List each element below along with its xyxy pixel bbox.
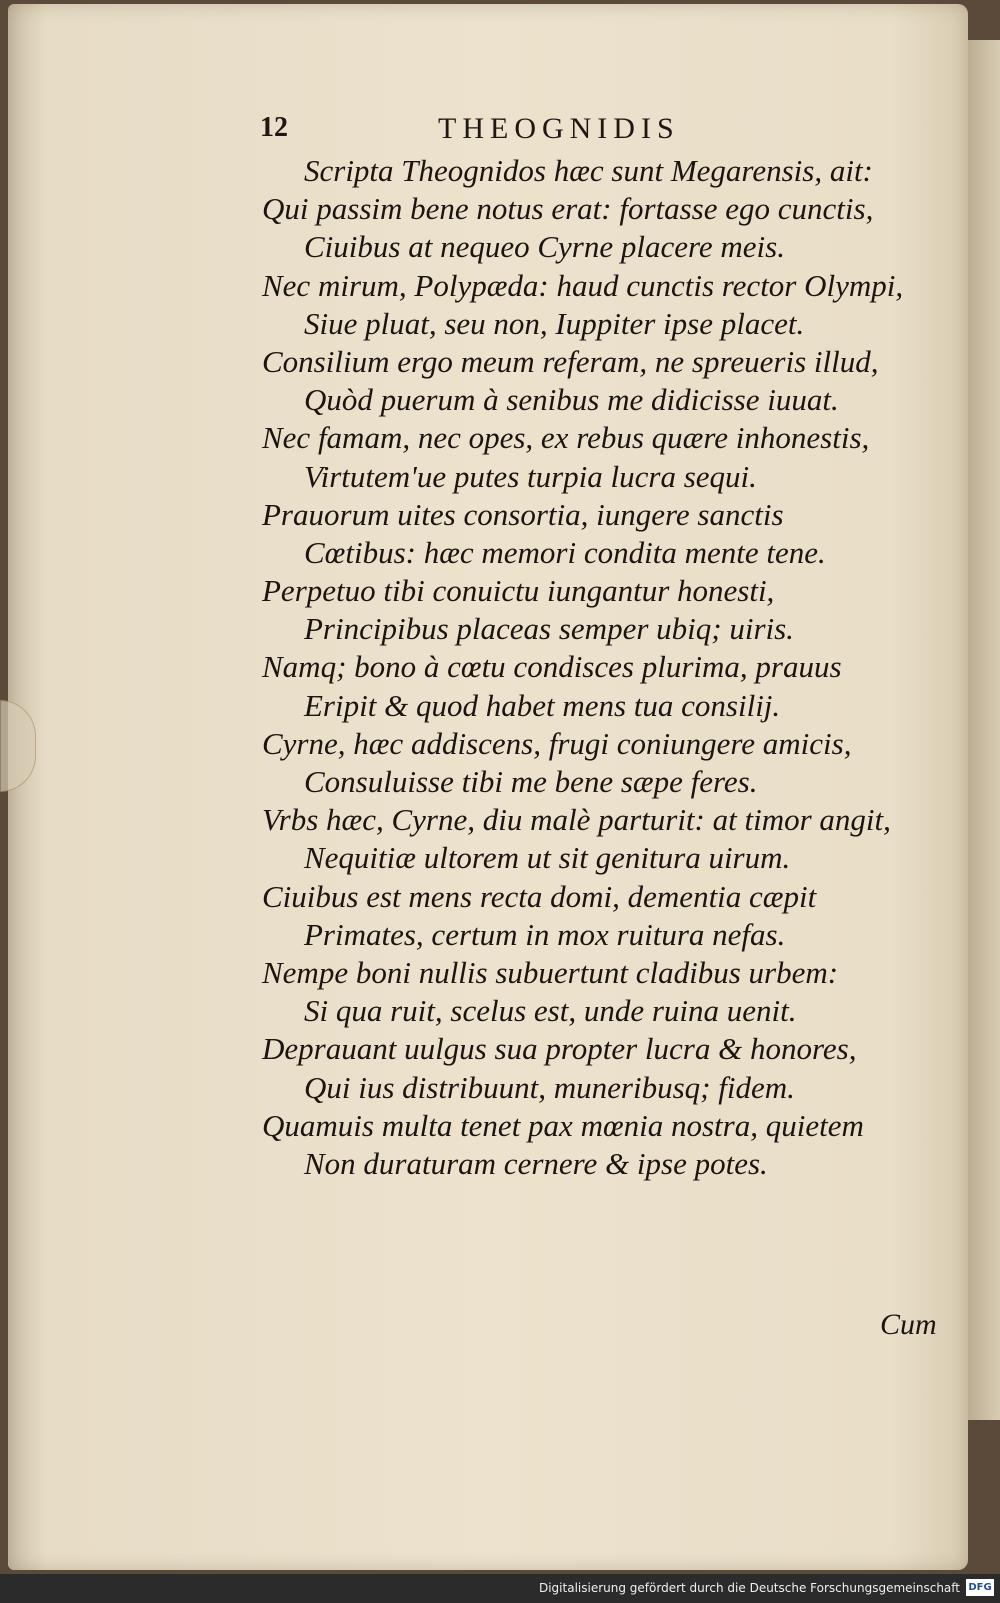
- verse-line: Cyrne, hæc addiscens, frugi coniungere amicis,: [262, 725, 852, 761]
- verse-line: Eripit & quod habet mens tua consilij.: [304, 687, 781, 723]
- verse-line: Consuluisse tibi me bene sæpe feres.: [304, 764, 758, 799]
- verse-line: Virtutem'ue putes turpia lucra sequi.: [304, 458, 757, 494]
- verse-line: Prauorum uites consortia, iungere sanctis: [262, 496, 784, 532]
- verse-line: Siue pluat, seu non, Iuppiter ipse placet.: [304, 305, 805, 341]
- catchword: Cum: [880, 1308, 937, 1341]
- verse-line: Namq; bono à cœtu condisces plurima, prauus: [262, 649, 842, 685]
- verse-line: Consilium ergo meum referam, ne spreueris illud,: [262, 343, 879, 379]
- verse-line: Qui passim bene notus erat: fortasse ego cunctis,: [262, 191, 874, 227]
- verse-line: Quamuis multa tenet pax mœnia nostra, quietem: [262, 1107, 864, 1143]
- adjacent-page-edge: [965, 40, 1000, 1420]
- footer-bar: [0, 1574, 1000, 1603]
- verse-line: Nequitiæ ultorem ut sit genitura uirum.: [304, 840, 791, 876]
- running-title: THEOGNIDIS: [438, 112, 680, 145]
- verse-line: Nempe boni nullis subuertunt cladibus urbem:: [262, 954, 839, 990]
- verse-line: Nec famam, nec opes, ex rebus quære inhonestis,: [262, 420, 870, 456]
- verse-line: Ciuibus at nequeo Cyrne placere meis.: [304, 229, 785, 265]
- verse-line: Cœtibus: hæc memori condita mente tene.: [304, 534, 826, 570]
- verse-line: Qui ius distribuunt, muneribusq; fidem.: [304, 1069, 795, 1105]
- page-number: 12: [260, 112, 288, 143]
- verse-block: [262, 152, 942, 1183]
- verse-line: Quòd puerum à senibus me didicisse iuuat.: [304, 382, 839, 418]
- verse-line: Primates, certum in mox ruitura nefas.: [304, 916, 786, 952]
- verse-line: Vrbs hæc, Cyrne, diu malè parturit: at timor angit,: [262, 802, 891, 838]
- verse-line: Si qua ruit, scelus est, unde ruina uenit.: [304, 993, 797, 1029]
- verse-line: Scripta Theognidos hæc sunt Megarensis, ait:: [304, 153, 873, 188]
- verse-line: Nec mirum, Polypæda: haud cunctis rector Olympi,: [262, 267, 904, 303]
- verse-line: Principibus placeas semper ubiq; uiris.: [304, 611, 794, 647]
- funding-credit: Digitalisierung gefördert durch die Deutsche Forschungsgemeinschaft: [538, 1581, 960, 1595]
- verse-line: Perpetuo tibi conuictu iungantur honesti,: [262, 573, 775, 609]
- dfg-logo: DFG: [966, 1579, 994, 1596]
- verse-line: Deprauant uulgus sua propter lucra & honores,: [262, 1031, 857, 1067]
- verse-line: Ciuibus est mens recta domi, dementia cæpit: [262, 878, 817, 914]
- verse-line: Non duraturam cernere & ipse potes.: [304, 1145, 768, 1181]
- page-header: [260, 110, 760, 150]
